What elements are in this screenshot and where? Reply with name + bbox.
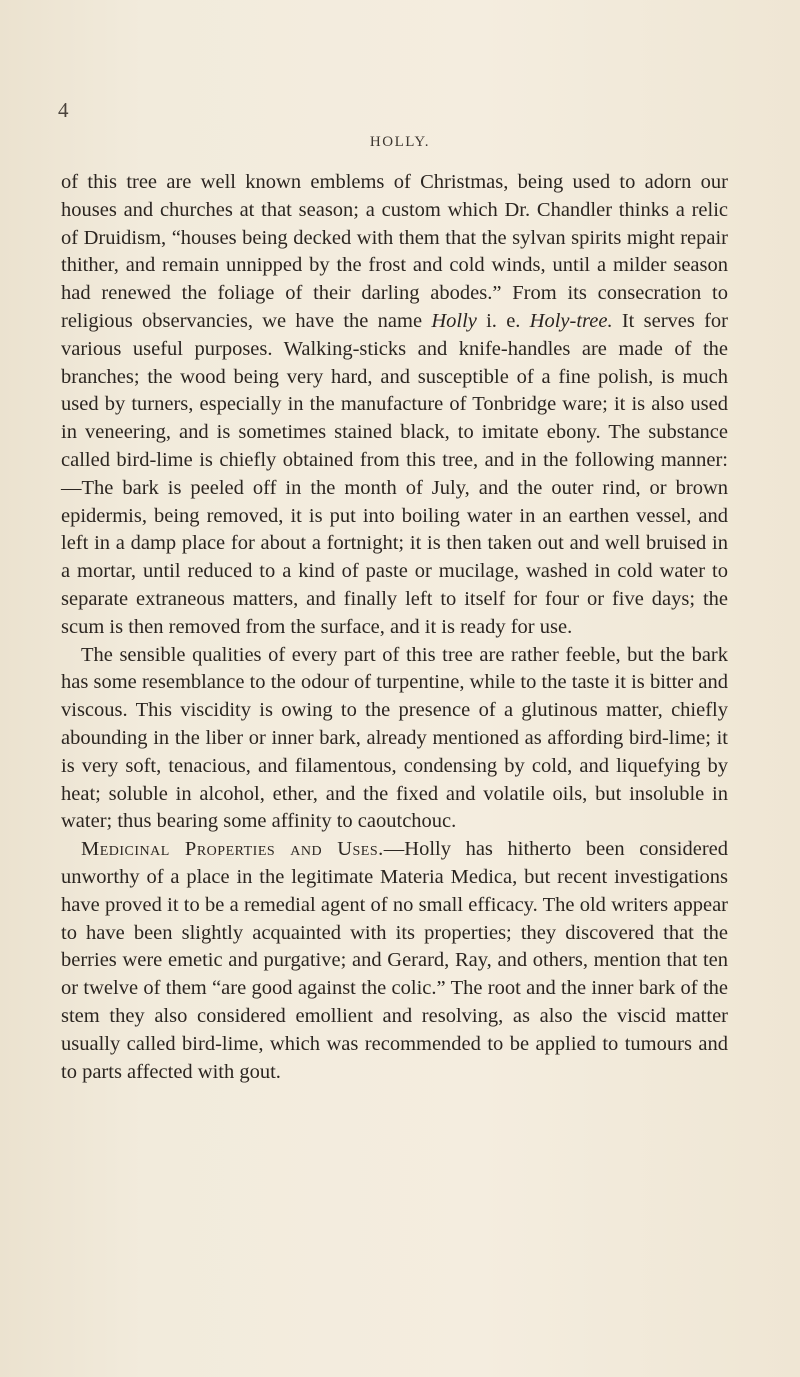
paragraph-1-text-middle: i. e.: [476, 309, 530, 332]
paragraph-1-text-before: of this tree are well known emblems of Christmas, being used to adorn our houses and churches at that season; a custom which Dr. Chandler thinks a relic of Druidism, “houses being decked with them that the sylvan spirits might repair thither, and remain unnipped by the frost and cold winds, until a milder season had renewed the foliage of their darling abodes.” From its consecration to religious observancies, we have the name: [61, 171, 728, 332]
section-heading: Medicinal Properties and Uses.: [81, 838, 384, 861]
paragraph-1-text-after: It serves for various useful purposes. Walking-sticks and knife-handles are made of the branches; the wood being very hard, and susceptible of a fine polish, is much used by turners, especially in the manufacture of Tonbridge ware; it is also used in veneering, and is sometimes stained black, to imitate ebony. The substance called bird-lime is chiefly obtained from this tree, and in the following manner:—The bark is peeled off in the month of July, and the outer rind, or brown epidermis, being removed, it is put into boiling water in an earthen vessel, and left in a damp place for about a fortnight; it is then taken out and well bruised in a mortar, until reduced to a kind of paste or mucilage, washed in cold water to separate extraneous matters, and finally left to itself for four or five days; the scum is then removed from the surface, and it is ready for use.: [61, 309, 729, 638]
running-head: HOLLY.: [369, 134, 431, 150]
italic-holly: Holly: [431, 309, 477, 332]
paragraph-2: The sensible qualities of every part of this tree are rather feeble, but the bark has some resemblance to the odour of turpentine, while to the taste it is bitter and viscous. This viscidity is owing to the presence of a glutinous matter, chiefly abounding in the liber or inner bark, already mentioned as affording bird-lime; it is very soft, tenacious, and filamentous, condensing by cold, and liquefying by heat; soluble in alcohol, ether, and the fixed and volatile oils, but insoluble in water; thus bearing some affinity to caoutchouc.: [61, 643, 728, 833]
paragraph-3-text: —Holly has hitherto been considered unworthy of a place in the legitimate Materia Medica, but recent investigations have proved it to be a remedial agent of no small efficacy. The old writers appear to have been slightly acquainted with its properties; they discovered that the berries were emetic and purgative; and Gerard, Ray, and others, mention that ten or twelve of them “are good against the colic.” The root and the inner bark of the stem they also considered emollient and resolving, as also the viscid matter usually called bird-lime, which was recommended to be applied to tumours and to parts affected with gout.: [61, 838, 728, 1083]
italic-holy-tree: Holy-tree.: [529, 309, 613, 332]
paragraph-1: [61, 169, 728, 642]
page-number: 4: [58, 98, 69, 122]
paragraph-3: [61, 836, 728, 1086]
body-text: [61, 169, 728, 1086]
